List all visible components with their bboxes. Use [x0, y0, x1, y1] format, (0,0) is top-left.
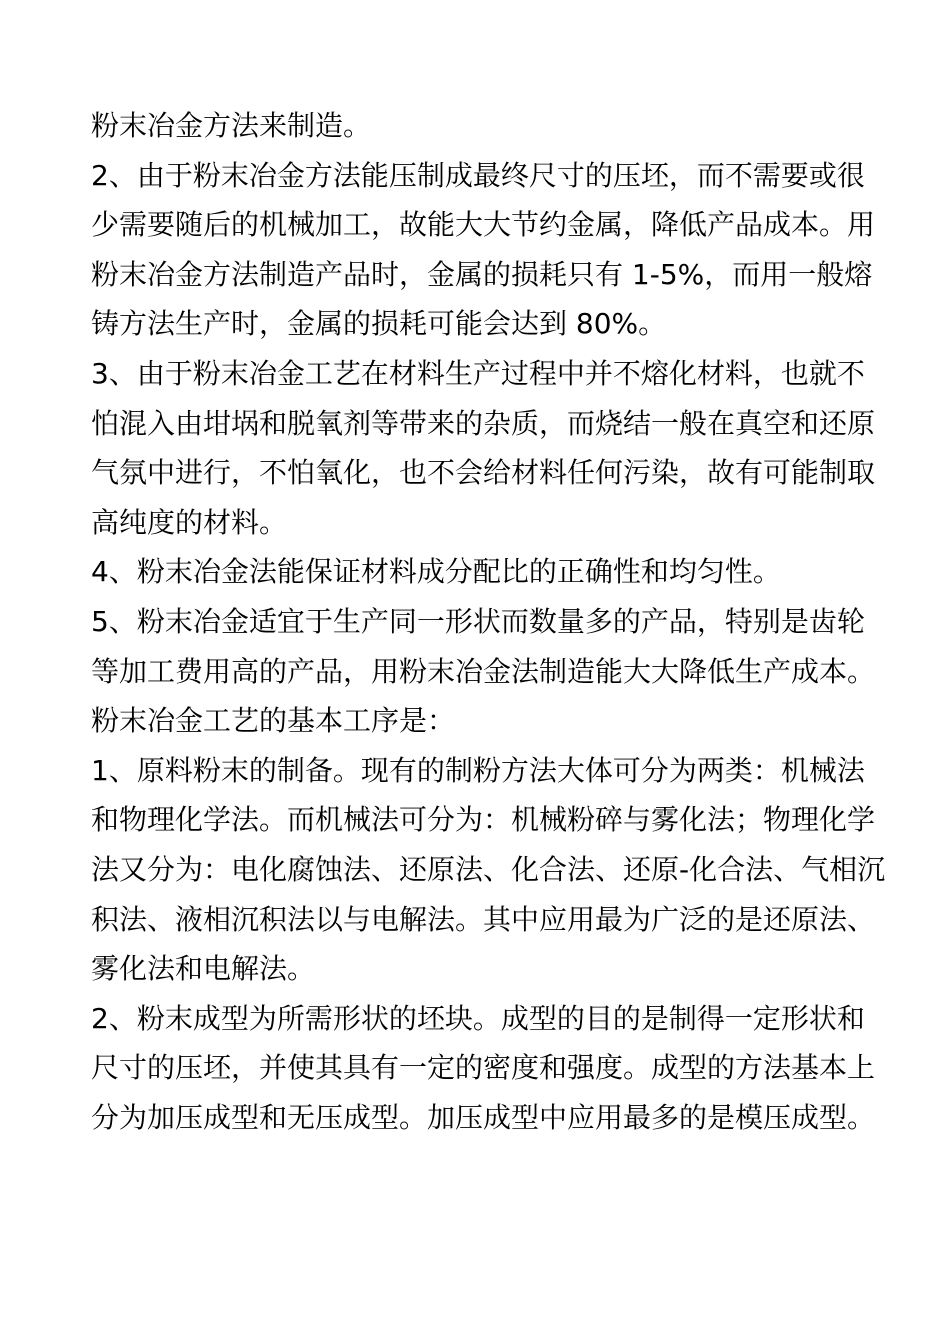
paragraph-continuation: 粉末冶金方法来制造。 — [91, 109, 372, 142]
paragraph-point-3-purity: 3、由于粉末冶金工艺在材料生产过程中并不熔化材料，也就不怕混入由坩埚和脱氧剂等带来的杂质，而烧结一般在真空和还原气氛中进行，不怕氧化，也不会给材料任何污染，故有可能制取高纯度的材料。 — [91, 356, 876, 539]
paragraph-point-2-cost: 2、由于粉末冶金方法能压制成最终尺寸的压坯，而不需要或很少需要随后的机械加工，故能大大节约金属，降低产品成本。用粉末冶金方法制造产品时，金属的损耗只有 1-5%，而用一般熔铸方法生产时，金属的损耗可能会达到 80%。 — [91, 158, 876, 341]
paragraph-step-1-powder-prep: 1、原料粉末的制备。现有的制粉方法大体可分为两类：机械法和物理化学法。而机械法可分为：机械粉碎与雾化法；物理化学法又分为：电化腐蚀法、还原法、化合法、还原-化合法、气相沉积法、液相沉积法以与电解法。其中应用最为广泛的是还原法、雾化法和电解法。 — [91, 753, 886, 986]
paragraph-process-heading: 粉末冶金工艺的基本工序是： — [91, 704, 456, 738]
paragraph-point-5-mass-production: 5、粉末冶金适宜于生产同一形状而数量多的产品，特别是齿轮等加工费用高的产品，用粉末冶金法制造能大大降低生产成本。 — [91, 604, 876, 688]
paragraph-point-4-composition: 4、粉末冶金法能保证材料成分配比的正确性和均匀性。 — [91, 555, 781, 589]
paragraph-step-2-forming: 2、粉末成型为所需形状的坯块。成型的目的是制得一定形状和尺寸的压坯，并使其具有一定的密度和强度。成型的方法基本上分为加压成型和无压成型。加压成型中应用最多的是模压成型。 — [91, 1001, 876, 1134]
document-body — [91, 101, 891, 1142]
